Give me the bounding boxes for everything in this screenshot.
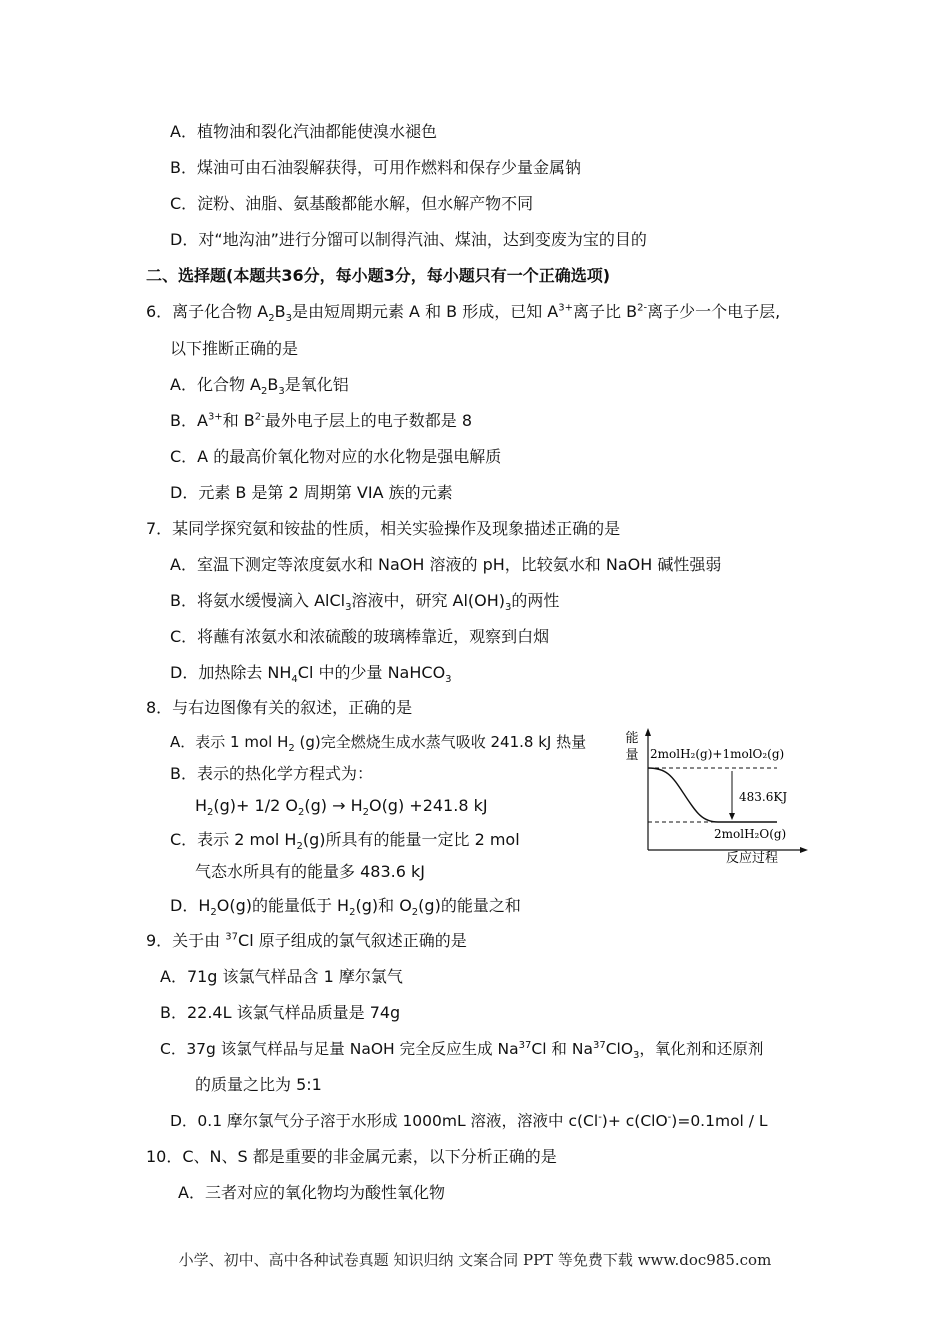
q6-stem: 6．离子化合物 $A_2B_3$是由短周期元素 A 和 B 形成，已知 $A^{3+}$离子比 $B^{2-}$离子少一个电子层, <box>146 302 781 325</box>
y-axis-arrow <box>645 728 651 736</box>
product-label: 2molH₂O(g) <box>714 827 787 841</box>
q7-option-c: C．将蘸有浓氨水和浓硫酸的玻璃棒靠近，观察到白烟 <box>170 627 550 646</box>
q7-option-b: B．将氨水缓慢滴入 AlCl$_3$溶液中，研究 $Al(OH)_3$的两性 <box>170 591 560 614</box>
reactant-label: 2molH₂(g)+1molO₂(g) <box>650 747 785 761</box>
q9-option-c: C．37g 该氯气样品与足量 NaOH 完全反应生成 Na$^{37}$Cl 和 $Na^{37}ClO_3$，氧化剂和还原剂 <box>160 1039 764 1062</box>
q5-option-b: B．煤油可由石油裂解获得，可用作燃料和保存少量金属钠 <box>170 158 581 177</box>
q8-option-b: B．表示的热化学方程式为： <box>170 764 373 783</box>
q8-option-c-cont: 气态水所具有的能量多 483.6 kJ <box>195 862 425 881</box>
q9-option-a: A．71g 该氯气样品含 1 摩尔氯气 <box>160 967 403 986</box>
q7-option-a: A．室温下测定等浓度氨水和 NaOH 溶液的 pH，比较氨水和 NaOH 碱性强弱 <box>170 555 722 574</box>
q8-option-d: D．$H_2O(g)$的能量低于 $H_2(g)$和 $O_2(g)$的能量之和 <box>170 896 521 919</box>
delta-arrow-head <box>729 813 735 820</box>
section-heading: 二、选择题(本题共36分，每小题3分，每小题只有一个正确选项) <box>146 266 611 285</box>
q8-option-a: A．表示 1 mol $H_2$ (g)完全燃烧生成水蒸气吸收 241.8 kJ 热量 <box>170 733 587 754</box>
delta-label: 483.6KJ <box>739 790 788 804</box>
q9-option-b: B．22.4L 该氯气样品质量是 74g <box>160 1003 401 1022</box>
q9-option-c-cont: 的质量之比为 5:1 <box>195 1075 322 1094</box>
q5-option-a: A．植物油和裂化汽油都能使溴水褪色 <box>170 122 437 141</box>
x-axis-label: 反应过程 <box>725 851 779 866</box>
q8-option-c: C．表示 2 mol $H_2(g)$所具有的能量一定比 2 mol <box>170 830 520 853</box>
q9-stem: 9．关于由 $^{37}$Cl 原子组成的氯气叙述正确的是 <box>146 931 467 950</box>
q6-option-b: B．$A^{3+}$和 $B^{2-}$最外电子层上的电子数都是 8 <box>170 411 473 430</box>
q6-stem-cont: 以下推断正确的是 <box>170 339 299 358</box>
q6-option-a: A．化合物 $A_2B_3$是氧化铝 <box>170 375 349 398</box>
q6-option-d: D．元素 B 是第 2 周期第 VIA 族的元素 <box>170 483 453 502</box>
q5-option-d: D．对“地沟油”进行分馏可以制得汽油、煤油，达到变废为宝的目的 <box>170 230 647 249</box>
q9-option-d: D．0.1 摩尔氯气分子溶于水形成 1000mL 溶液，溶液中 c(Cl-)+ c(ClO-)=0.1mol / L <box>170 1111 768 1130</box>
q7-option-d: D．加热除去 $NH_4Cl$ 中的少量 NaHCO$_3$ <box>170 663 452 686</box>
energy-diagram <box>622 726 812 866</box>
q5-option-c: C．淀粉、油脂、氨基酸都能水解，但水解产物不同 <box>170 194 534 213</box>
q10-option-a: A．三者对应的氧化物均为酸性氧化物 <box>178 1183 445 1202</box>
q10-stem: 10．C、N、S 都是重要的非金属元素，以下分析正确的是 <box>146 1147 557 1166</box>
y-label-line1: 能 <box>625 731 639 746</box>
page-footer: 小学、初中、高中各种试卷真题 知识归纳 文案合同 PPT 等免费下载 www.doc985.com <box>178 1251 772 1269</box>
x-axis-arrow <box>800 847 808 853</box>
y-label-line2: 量 <box>625 748 639 763</box>
q8-equation: $H_2(g)+ 1/2$ $O_2(g) \to H_2O(g) +241.8$ kJ <box>195 796 488 819</box>
q6-option-c: C．A 的最高价氧化物对应的水化物是强电解质 <box>170 447 502 466</box>
q7-stem: 7．某同学探究氨和铵盐的性质，相关实验操作及现象描述正确的是 <box>146 519 621 538</box>
q8-stem: 8．与右边图像有关的叙述，正确的是 <box>146 698 413 717</box>
